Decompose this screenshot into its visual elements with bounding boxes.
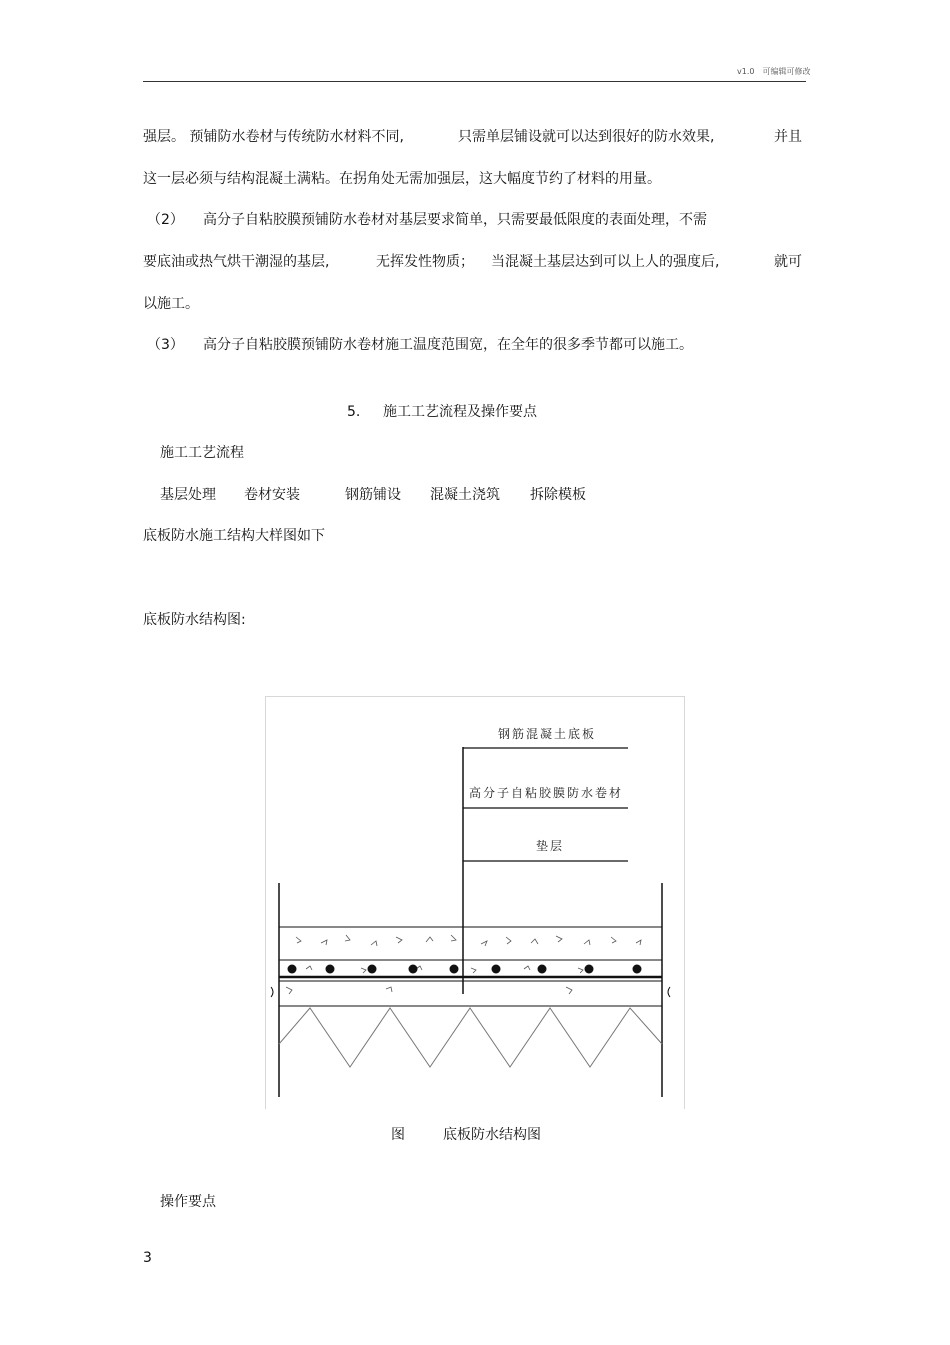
floor-waterproofing-diagram bbox=[265, 696, 685, 1109]
subheading-operations: 操作要点 bbox=[160, 1194, 216, 1210]
p1-line1-c: 并且 bbox=[774, 129, 802, 145]
item2-line3: 以施工。 bbox=[143, 296, 199, 312]
item2-line2-a: 要底油或热气烘干潮湿的基层, bbox=[143, 254, 330, 270]
item2-line2-d: 就可 bbox=[774, 254, 802, 270]
section-number: 5. bbox=[347, 404, 361, 420]
item2-number: （2） bbox=[147, 212, 184, 228]
header-note: v1.0 可编辑可修改 bbox=[737, 67, 811, 76]
flow-step: 基层处理 bbox=[160, 487, 216, 503]
section-title: 施工工艺流程及操作要点 bbox=[383, 404, 537, 420]
flow-step: 拆除模板 bbox=[530, 487, 586, 503]
figure-caption-prefix: 图 bbox=[391, 1127, 405, 1143]
item2-line2-b: 无挥发性物质； bbox=[376, 254, 474, 270]
flow-step: 钢筋铺设 bbox=[345, 487, 401, 503]
figure-caption-title: 底板防水结构图 bbox=[443, 1127, 541, 1143]
p1-line2: 这一层必须与结构混凝土满粘。在拐角处无需加强层，这大幅度节约了材料的用量。 bbox=[143, 171, 661, 187]
item2-line1: 高分子自粘胶膜预铺防水卷材对基层要求简单，只需要最低限度的表面处理，不需 bbox=[203, 212, 707, 228]
label-concrete-slab: 钢筋混凝土底板 bbox=[498, 727, 597, 741]
subheading-flow: 施工工艺流程 bbox=[160, 445, 244, 461]
page-number: 3 bbox=[143, 1250, 152, 1266]
diagram-intro: 底板防水施工结构大样图如下 bbox=[143, 528, 325, 544]
diagram-drawing bbox=[266, 697, 684, 1109]
p1-line1-b: 只需单层铺设就可以达到很好的防水效果, bbox=[458, 129, 715, 145]
diagram-heading: 底板防水结构图: bbox=[143, 612, 246, 628]
label-cushion-layer: 垫层 bbox=[536, 839, 565, 853]
flow-step: 卷材安装 bbox=[244, 487, 300, 503]
item2-line2-c: 当混凝土基层达到可以上人的强度后, bbox=[491, 254, 720, 270]
p1-line1-a: 强层。 预铺防水卷材与传统防水材料不同, bbox=[143, 129, 404, 145]
label-waterproof-membrane: 高分子自粘胶膜防水卷材 bbox=[469, 786, 624, 800]
flow-step: 混凝土浇筑 bbox=[430, 487, 500, 503]
header-rule bbox=[143, 81, 806, 82]
item3-line1: 高分子自粘胶膜预铺防水卷材施工温度范围宽，在全年的很多季节都可以施工。 bbox=[203, 337, 693, 353]
item3-number: （3） bbox=[147, 337, 184, 353]
